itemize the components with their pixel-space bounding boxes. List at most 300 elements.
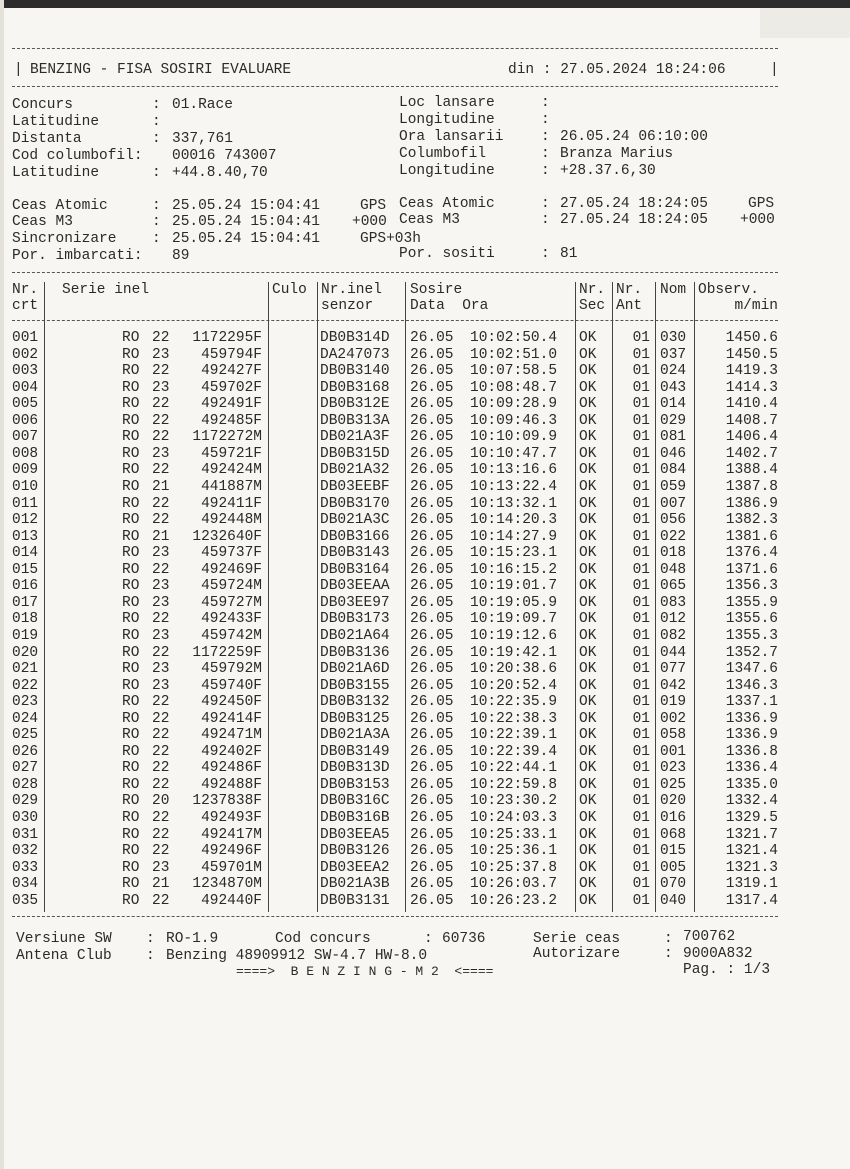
row-time: 10:13:22.4 [470, 479, 558, 495]
row-country: RO [122, 644, 140, 661]
row-country: RO [122, 594, 140, 611]
row-speed: 1336.8 [725, 743, 778, 760]
row-ant: 01 [632, 545, 650, 562]
row-date: 26.05 [410, 627, 454, 644]
serie-ceas-label: Serie ceas [533, 931, 621, 947]
row-nom: 046 [660, 445, 687, 462]
sep-nr [44, 282, 45, 912]
antena-value: Benzing 48909912 SW-4.7 HW-8.0 [166, 948, 428, 964]
row-time: 10:09:46.3 [470, 412, 558, 429]
row-date: 26.05 [410, 578, 454, 595]
row-speed: 1406.4 [725, 429, 778, 446]
row-ant: 01 [632, 710, 650, 727]
row-sec: OK [579, 694, 597, 711]
header-left-bar: | [14, 62, 23, 78]
row-ant: 01 [632, 727, 650, 744]
row-date: 26.05 [410, 545, 454, 562]
row-sec: OK [579, 363, 597, 380]
info-left-colon: : [152, 131, 161, 147]
row-nom: 015 [660, 843, 687, 860]
info-right-value: +28.37.6,30 [560, 163, 656, 179]
row-country: RO [122, 892, 140, 909]
info-right-colon: : [541, 163, 550, 179]
row-year: 23 [152, 379, 170, 396]
row-ant: 01 [632, 528, 650, 545]
row-nom: 040 [660, 892, 687, 909]
sync-label: Sincronizare [12, 231, 117, 247]
row-speed: 1402.7 [725, 445, 778, 462]
row-speed: 1381.6 [725, 528, 778, 545]
row-sec: OK [579, 445, 597, 462]
row-nom: 029 [660, 412, 687, 429]
row-senzor: DB0B3173 [320, 611, 390, 628]
row-nr: 024 [12, 710, 39, 727]
row-ant: 01 [632, 677, 650, 694]
header-right-bar: | [770, 62, 779, 78]
row-sec: OK [579, 743, 597, 760]
row-ring: 459702F [201, 379, 262, 396]
row-country: RO [122, 330, 140, 346]
row-date: 26.05 [410, 826, 454, 843]
row-nr: 006 [12, 412, 39, 429]
row-nr: 033 [12, 859, 39, 876]
row-date: 26.05 [410, 892, 454, 909]
row-nom: 068 [660, 826, 687, 843]
row-ring: 1234870M [192, 876, 262, 893]
row-nom: 077 [660, 661, 687, 677]
row-time: 10:15:23.1 [470, 545, 558, 562]
row-ant: 01 [632, 627, 650, 644]
row-speed: 1450.6 [725, 330, 778, 346]
row-ant: 01 [632, 760, 650, 777]
row-nom: 065 [660, 578, 687, 595]
row-senzor: DB021A32 [320, 462, 390, 479]
row-country: RO [122, 826, 140, 843]
row-senzor: DB0B3125 [320, 710, 390, 727]
row-nr: 014 [12, 545, 39, 562]
header-bottom-rule [12, 86, 778, 87]
row-country: RO [122, 363, 140, 380]
row-ring: 492469F [201, 561, 262, 578]
row-time: 10:07:58.5 [470, 363, 558, 380]
sw-value: RO-1.9 [166, 931, 219, 947]
row-senzor: DB021A3F [320, 429, 390, 446]
row-year: 22 [152, 776, 170, 793]
row-ant: 01 [632, 379, 650, 396]
info-right-label: Columbofil [399, 146, 487, 162]
row-ant: 01 [632, 495, 650, 512]
row-sec: OK [579, 429, 597, 446]
row-country: RO [122, 445, 140, 462]
row-nr: 005 [12, 396, 39, 413]
row-nr: 027 [12, 760, 39, 777]
row-year: 22 [152, 412, 170, 429]
row-country: RO [122, 710, 140, 727]
sep-sosire [575, 282, 576, 912]
row-time: 10:16:15.2 [470, 561, 558, 578]
boarded-label: Por. imbarcati: [12, 248, 143, 264]
row-nr: 003 [12, 363, 39, 380]
row-date: 26.05 [410, 727, 454, 744]
info-right-label: Longitudine [399, 112, 495, 128]
row-ring: 492486F [201, 760, 262, 777]
row-ant: 01 [632, 330, 650, 346]
row-year: 22 [152, 743, 170, 760]
info-left-value: 00016 743007 [172, 148, 277, 164]
clock-left-2-value: 25.05.24 15:04:41 [172, 214, 320, 230]
table-top-rule [12, 272, 778, 273]
row-ant: 01 [632, 363, 650, 380]
row-nr: 025 [12, 727, 39, 744]
row-nr: 019 [12, 627, 39, 644]
row-senzor: DB021A6D [320, 661, 390, 677]
table-header-rule [12, 320, 778, 321]
col-nr-sec-1: Nr. [579, 282, 606, 298]
antena-colon: : [146, 948, 155, 964]
row-senzor: DB0B312E [320, 396, 390, 413]
row-nom: 014 [660, 396, 687, 413]
row-year: 21 [152, 528, 170, 545]
info-left-value: +44.8.40,70 [172, 165, 268, 181]
row-year: 22 [152, 710, 170, 727]
info-right-label: Loc lansare [399, 95, 495, 111]
info-left-label: Distanta [12, 131, 82, 147]
row-nr: 009 [12, 462, 39, 479]
row-ring: 441887M [201, 479, 262, 495]
row-country: RO [122, 876, 140, 893]
row-country: RO [122, 578, 140, 595]
row-year: 22 [152, 727, 170, 744]
row-sec: OK [579, 727, 597, 744]
row-time: 10:19:42.1 [470, 644, 558, 661]
row-time: 10:14:27.9 [470, 528, 558, 545]
row-speed: 1335.0 [725, 776, 778, 793]
row-time: 10:25:37.8 [470, 859, 558, 876]
row-nom: 019 [660, 694, 687, 711]
row-time: 10:22:39.4 [470, 743, 558, 760]
row-ant: 01 [632, 859, 650, 876]
row-nom: 037 [660, 346, 687, 363]
row-time: 10:19:05.9 [470, 594, 558, 611]
row-nr: 010 [12, 479, 39, 495]
row-date: 26.05 [410, 495, 454, 512]
row-nr: 021 [12, 661, 39, 677]
row-ring: 492411F [201, 495, 262, 512]
row-nr: 029 [12, 793, 39, 810]
row-ring: 1237838F [192, 793, 262, 810]
row-country: RO [122, 694, 140, 711]
row-ring: 492485F [201, 412, 262, 429]
row-sec: OK [579, 462, 597, 479]
row-date: 26.05 [410, 793, 454, 810]
row-nr: 017 [12, 594, 39, 611]
row-ring: 1232640F [192, 528, 262, 545]
row-senzor: DB0B3168 [320, 379, 390, 396]
row-nr: 011 [12, 495, 39, 512]
row-nr: 016 [12, 578, 39, 595]
row-date: 26.05 [410, 462, 454, 479]
row-time: 10:20:38.6 [470, 661, 558, 677]
row-country: RO [122, 793, 140, 810]
row-sec: OK [579, 776, 597, 793]
row-nom: 025 [660, 776, 687, 793]
row-nom: 022 [660, 528, 687, 545]
row-nom: 048 [660, 561, 687, 578]
row-speed: 1321.7 [725, 826, 778, 843]
clock-right-2-value: 27.05.24 18:24:05 [560, 212, 708, 228]
row-ring: 459721F [201, 445, 262, 462]
scan-left-edge [0, 0, 4, 1169]
row-date: 26.05 [410, 776, 454, 793]
row-ant: 01 [632, 793, 650, 810]
col-nr-inel-1: Nr.inel [321, 282, 382, 298]
row-senzor: DB021A3C [320, 512, 390, 528]
row-speed: 1355.9 [725, 594, 778, 611]
row-country: RO [122, 810, 140, 826]
row-nom: 070 [660, 876, 687, 893]
info-right-colon: : [541, 95, 550, 111]
row-ring: 459792M [201, 661, 262, 677]
row-nom: 042 [660, 677, 687, 694]
header-top-rule [12, 48, 778, 49]
sync-extra: GPS+03h [360, 231, 421, 247]
info-right-label: Longitudine [399, 163, 495, 179]
row-country: RO [122, 677, 140, 694]
row-time: 10:24:03.3 [470, 810, 558, 826]
row-year: 22 [152, 611, 170, 628]
row-senzor: DB021A3B [320, 876, 390, 893]
row-time: 10:19:01.7 [470, 578, 558, 595]
row-speed: 1321.3 [725, 859, 778, 876]
row-sec: OK [579, 545, 597, 562]
row-senzor: DB0B313D [320, 760, 390, 777]
row-date: 26.05 [410, 677, 454, 694]
row-nom: 001 [660, 743, 687, 760]
row-date: 26.05 [410, 876, 454, 893]
row-speed: 1352.7 [725, 644, 778, 661]
row-senzor: DA247073 [320, 346, 390, 363]
col-serie-inel: Serie inel [62, 282, 150, 298]
row-nom: 030 [660, 330, 687, 346]
row-ring: 492440F [201, 892, 262, 909]
row-time: 10:02:51.0 [470, 346, 558, 363]
row-year: 22 [152, 760, 170, 777]
row-sec: OK [579, 627, 597, 644]
row-sec: OK [579, 594, 597, 611]
row-speed: 1317.4 [725, 892, 778, 909]
row-year: 23 [152, 859, 170, 876]
row-ring: 492402F [201, 743, 262, 760]
row-senzor: DB03EE97 [320, 594, 390, 611]
row-date: 26.05 [410, 810, 454, 826]
info-right-value: Branza Marius [560, 146, 674, 162]
row-date: 26.05 [410, 743, 454, 760]
row-sec: OK [579, 760, 597, 777]
row-sec: OK [579, 578, 597, 595]
sep-ant [655, 282, 656, 912]
row-year: 22 [152, 843, 170, 860]
row-sec: OK [579, 826, 597, 843]
boarded-value: 89 [172, 248, 190, 264]
row-year: 23 [152, 346, 170, 363]
row-speed: 1450.5 [725, 346, 778, 363]
info-right-value: 26.05.24 06:10:00 [560, 129, 708, 145]
scan-corner [760, 8, 850, 38]
info-left-label: Latitudine [12, 165, 100, 181]
row-ring: 492496F [201, 843, 262, 860]
row-time: 10:19:09.7 [470, 611, 558, 628]
clock-right-2-colon: : [541, 212, 550, 228]
col-nr-crt-2: crt [12, 298, 39, 314]
sync-value: 25.05.24 15:04:41 [172, 231, 320, 247]
row-nr: 015 [12, 561, 39, 578]
row-sec: OK [579, 561, 597, 578]
row-nr: 032 [12, 843, 39, 860]
row-time: 10:22:38.3 [470, 710, 558, 727]
clock-left-1-colon: : [152, 198, 161, 214]
col-sosire-2: Data Ora [410, 298, 489, 314]
sep-culo [317, 282, 318, 912]
row-ring: 459724M [201, 578, 262, 595]
row-nr: 031 [12, 826, 39, 843]
col-observ-2: m/min [734, 298, 778, 314]
row-date: 26.05 [410, 661, 454, 677]
clock-right-2-label: Ceas M3 [399, 212, 460, 228]
row-nom: 081 [660, 429, 687, 446]
row-nom: 005 [660, 859, 687, 876]
row-country: RO [122, 843, 140, 860]
row-senzor: DB0B3149 [320, 743, 390, 760]
row-date: 26.05 [410, 379, 454, 396]
row-sec: OK [579, 661, 597, 677]
row-year: 22 [152, 694, 170, 711]
row-speed: 1337.1 [725, 694, 778, 711]
row-ring: 492488F [201, 776, 262, 793]
row-ring: 492448M [201, 512, 262, 528]
row-nr: 002 [12, 346, 39, 363]
row-time: 10:25:36.1 [470, 843, 558, 860]
row-year: 22 [152, 396, 170, 413]
brand-line: ====> B E N Z I N G - M 2 <==== [236, 964, 494, 979]
row-year: 22 [152, 429, 170, 446]
info-right-colon: : [541, 146, 550, 162]
row-time: 10:20:52.4 [470, 677, 558, 694]
row-speed: 1356.3 [725, 578, 778, 595]
row-senzor: DB0B315D [320, 445, 390, 462]
row-year: 23 [152, 445, 170, 462]
sw-colon: : [146, 931, 155, 947]
sw-label: Versiune SW [16, 931, 112, 947]
row-sec: OK [579, 793, 597, 810]
info-left-label: Cod columbofil: [12, 148, 143, 164]
row-year: 23 [152, 578, 170, 595]
row-speed: 1376.4 [725, 545, 778, 562]
row-ant: 01 [632, 644, 650, 661]
row-time: 10:10:47.7 [470, 445, 558, 462]
row-speed: 1408.7 [725, 412, 778, 429]
row-sec: OK [579, 512, 597, 528]
row-nom: 059 [660, 479, 687, 495]
row-time: 10:09:28.9 [470, 396, 558, 413]
row-ant: 01 [632, 843, 650, 860]
row-time: 10:22:44.1 [470, 760, 558, 777]
row-speed: 1387.8 [725, 479, 778, 495]
row-ring: 492450F [201, 694, 262, 711]
col-nr-sec-2: Sec [579, 298, 606, 314]
row-country: RO [122, 479, 140, 495]
row-senzor: DB0B316B [320, 810, 390, 826]
row-time: 10:22:35.9 [470, 694, 558, 711]
row-speed: 1347.6 [725, 661, 778, 677]
row-speed: 1329.5 [725, 810, 778, 826]
row-time: 10:02:50.4 [470, 330, 558, 346]
row-ring: 1172259F [192, 644, 262, 661]
row-country: RO [122, 462, 140, 479]
autorizare-colon: : [664, 946, 673, 962]
row-ant: 01 [632, 611, 650, 628]
row-date: 26.05 [410, 710, 454, 727]
row-senzor: DB0B3164 [320, 561, 390, 578]
row-sec: OK [579, 892, 597, 909]
row-date: 26.05 [410, 412, 454, 429]
row-nr: 034 [12, 876, 39, 893]
row-ring: 492471M [201, 727, 262, 744]
row-nom: 043 [660, 379, 687, 396]
row-country: RO [122, 396, 140, 413]
row-ant: 01 [632, 578, 650, 595]
clock-right-1-value: 27.05.24 18:24:05 [560, 196, 708, 212]
row-nom: 020 [660, 793, 687, 810]
row-date: 26.05 [410, 594, 454, 611]
row-ring: 1172295F [192, 330, 262, 346]
row-ant: 01 [632, 826, 650, 843]
row-country: RO [122, 379, 140, 396]
row-nom: 044 [660, 644, 687, 661]
row-sec: OK [579, 330, 597, 346]
row-speed: 1336.9 [725, 727, 778, 744]
row-year: 21 [152, 876, 170, 893]
row-ant: 01 [632, 743, 650, 760]
row-ring: 492414F [201, 710, 262, 727]
row-year: 22 [152, 512, 170, 528]
sep-serie [268, 282, 269, 912]
arrived-value: 81 [560, 246, 578, 262]
row-year: 22 [152, 495, 170, 512]
row-nom: 018 [660, 545, 687, 562]
row-ant: 01 [632, 776, 650, 793]
row-time: 10:22:39.1 [470, 727, 558, 744]
row-ant: 01 [632, 412, 650, 429]
row-nom: 012 [660, 611, 687, 628]
row-senzor: DB0B3153 [320, 776, 390, 793]
row-senzor: DB0B3143 [320, 545, 390, 562]
row-ant: 01 [632, 512, 650, 528]
row-ring: 1172272M [192, 429, 262, 446]
sync-colon: : [152, 231, 161, 247]
row-country: RO [122, 661, 140, 677]
row-year: 23 [152, 627, 170, 644]
row-country: RO [122, 545, 140, 562]
row-date: 26.05 [410, 512, 454, 528]
report-date: din : 27.05.2024 18:24:06 [508, 62, 726, 78]
row-country: RO [122, 611, 140, 628]
row-year: 22 [152, 826, 170, 843]
row-sec: OK [579, 611, 597, 628]
col-nom: Nom [660, 282, 687, 298]
row-speed: 1414.3 [725, 379, 778, 396]
table-bottom-rule [12, 916, 778, 917]
row-country: RO [122, 495, 140, 512]
